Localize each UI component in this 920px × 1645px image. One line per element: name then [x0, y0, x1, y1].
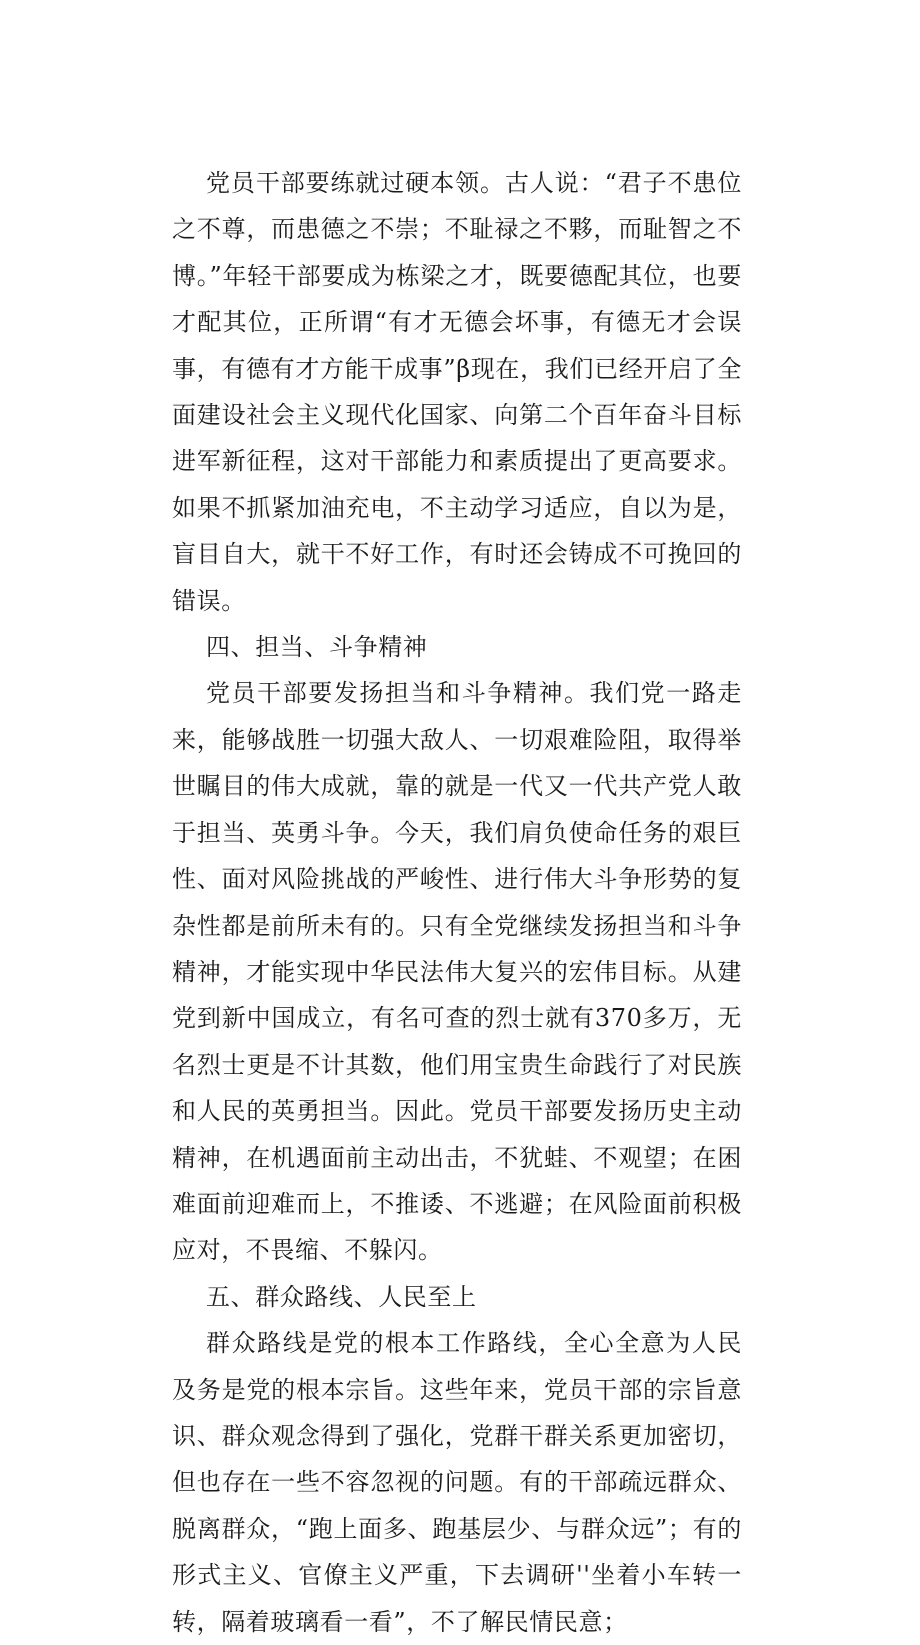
- section-heading-five: 五、群众路线、人民至上: [206, 1282, 477, 1311]
- paragraph-mass-line: 群众路线是党的根本工作路线，全心全意为人民及务是党的根本宗旨。这些年来，党员干部的宗旨意识、群众观念得到了强化，党群干群关系更加密切，但也存在一些不容忽视的问题。有的干部疏远群众、脱离群众，“跑上面多、跑基层少、与群众远”；有的形式主义、官僚主义严重，下去调研''坐着小车转一转，隔着玻璃看一看”，不了解民情民意；: [172, 1329, 742, 1636]
- paragraph-skills: 党员干部要练就过硬本领。古人说：“君子不患位之不尊，而患德之不崇；不耻禄之不夥，而耻智之不博。”年轻干部要成为栋梁之才，既要德配其位，也要才配其位，正所谓“有才无德会坏事，有德无才会误事，有德有才方能干成事”β现在，我们已经开启了全面建设社会主义现代化国家、向第二个百年奋斗目标进军新征程，这对干部能力和素质提出了更高要求。如果不抓紧加油充电，不主动学习适应，自以为是，盲目自大，就干不好工作，有时还会铸成不可挽回的错误。: [172, 169, 742, 615]
- document-body: [172, 160, 742, 1645]
- paragraph-struggle: 党员干部要发扬担当和斗争精神。我们党一路走来，能够战胜一切强大敌人、一切艰难险阻，取得举世瞩目的伟大成就，靠的就是一代又一代共产党人敢于担当、英勇斗争。今天，我们肩负使命任务的艰巨性、面对风险挑战的严峻性、进行伟大斗争形势的复杂性都是前所未有的。只有全党继续发扬担当和斗争精神，才能实现中华民法伟大复兴的宏伟目标。从建党到新中国成立，有名可查的烈士就有370多万，无名烈士更是不计其数，他们用宝贵生命践行了对民族和人民的英勇担当。因此。党员干部要发扬历史主动精神，在机遇面前主动出击，不犹蛙、不观望；在困难面前迎难而上，不推诿、不逃避；在风险面前积极应对，不畏缩、不躲闪。: [172, 679, 742, 1265]
- section-heading-four: 四、担当、斗争精神: [206, 633, 428, 662]
